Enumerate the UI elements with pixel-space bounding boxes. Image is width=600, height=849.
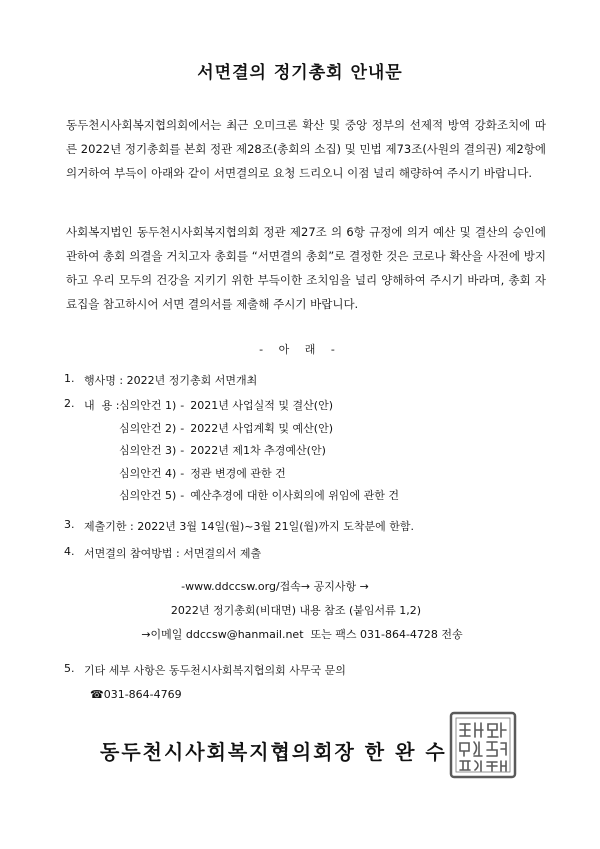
- item-1-number: 1.: [64, 372, 75, 385]
- item-1-text: 행사명 : 2022년 정기총회 서면개최: [84, 374, 258, 387]
- agenda-text: 2022년 제1차 추경예산(안): [190, 444, 326, 457]
- agenda-name: 심의안건 2): [119, 422, 177, 435]
- reason-paragraph: [66, 220, 546, 316]
- method-line-3: →이메일 ddccsw@hanmail.net 또는 팩스 031-864-4728 전송: [141, 628, 463, 641]
- item-4-text: 서면결의 참여방법 : 서면결의서 제출: [84, 547, 262, 560]
- agenda-item: 심의안건 2) - 2022년 사업계획 및 예산(안): [119, 422, 333, 435]
- item-4-number: 4.: [64, 545, 75, 558]
- agenda-text: 2021년 사업실적 및 결산(안): [190, 399, 333, 412]
- item-3-number: 3.: [64, 518, 75, 531]
- method-line-2: 2022년 정기총회(비대면) 내용 참조 (붙임서류 1,2): [170, 604, 422, 617]
- intro-paragraph: [66, 113, 546, 185]
- agenda-name: 심의안건 1): [119, 399, 177, 412]
- agenda-text: 예산추경에 대한 이사회의에 위임에 관한 건: [190, 489, 400, 502]
- contact-phone: ☎031-864-4769: [90, 688, 182, 701]
- item-5-text: 기타 세부 사항은 동두천시사회복지협의회 사무국 문의: [84, 664, 346, 677]
- agenda-item: 심의안건 1) - 2021년 사업실적 및 결산(안): [119, 399, 333, 412]
- agenda-item: 심의안건 3) - 2022년 제1차 추경예산(안): [119, 444, 326, 457]
- item-3-text: 제출기한 : 2022년 3월 14일(월)~3월 21일(월)까지 도착분에 한함.: [84, 520, 414, 533]
- official-seal-stamp: [448, 710, 518, 780]
- item-2-label: 내 용 :: [84, 399, 120, 412]
- method-line-1: -www.ddccsw.org/접속→ 공지사항 →: [181, 580, 369, 593]
- signature-line: 동두천시사회복지협의회장 한 완 수: [100, 740, 447, 764]
- agenda-text: 정관 변경에 관한 건: [190, 467, 286, 480]
- intro-paragraph-text: 동두천시사회복지협의회에서는 최근 오미크론 확산 및 중앙 정부의 선제적 방역 강화조치에 따른 2022년 정기총회를 본회 정관 제28조(총회의 소집) 및 민법 제73조(사원의 결의권) 제2항에 의거하여 부득이 아래와 같이 서면결의로 요청 드리오니 이점 널리 해량하여 주시기 바랍니다.: [66, 118, 546, 180]
- agenda-item: 심의안건 5) - 예산추경에 대한 이사회의에 위임에 관한 건: [119, 489, 400, 502]
- agenda-name: 심의안건 5): [119, 489, 177, 502]
- item-2-number: 2.: [64, 397, 75, 410]
- agenda-text: 2022년 사업계획 및 예산(안): [190, 422, 333, 435]
- agenda-name: 심의안건 3): [119, 444, 177, 457]
- section-divider-label: - 아 래 -: [259, 343, 341, 356]
- document-title: 서면결의 정기총회 안내문: [197, 63, 403, 83]
- item-5-number: 5.: [64, 662, 75, 675]
- reason-paragraph-text: 사회복지법인 동두천시사회복지협의회 정관 제27조 의 6항 규정에 의거 예산 및 결산의 승인에 관하여 총회 의결을 거치고자 총회를 “서면결의 총회”로 결정한 것은 코로나 확산을 사전에 방지하고 우리 모두의 건강을 지키기 위한 부득이한 조치임을 널리 양해하여 주시기 바라며, 총회 자료집을 참고하시어 서면 결의서를 제출해 주시기 바랍니다.: [66, 225, 546, 311]
- agenda-name: 심의안건 4): [119, 467, 177, 480]
- agenda-item: 심의안건 4) - 정관 변경에 관한 건: [119, 467, 286, 480]
